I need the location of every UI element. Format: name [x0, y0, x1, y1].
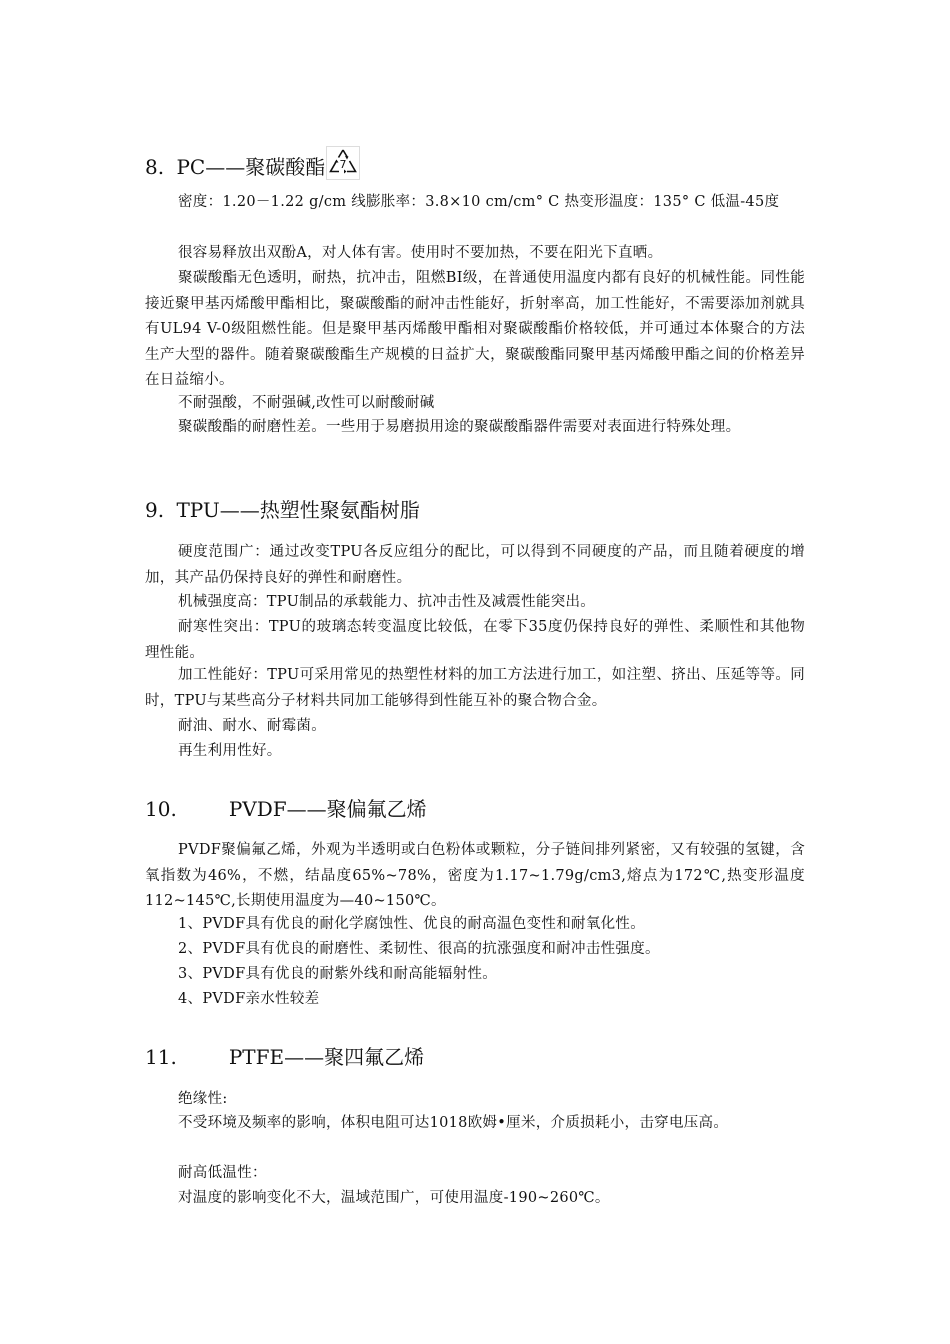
pvdf-list-item: 2、PVDF具有优良的耐磨性、柔韧性、很高的抗涨强度和耐冲击性强度。: [178, 941, 660, 957]
heading-title: PVDF——聚偏氟乙烯: [228, 797, 427, 821]
pvdf-paragraph-1: PVDF聚偏氟乙烯，外观为半透明或白色粉体或颗粒，分子链间排列紧密，又有较强的氢键，含氧指数为46%，不燃，结晶度65%~78%，密度为1.17~1.79g/cm3,熔点为172℃,热变形温度112~145℃,长期使用温度为—40~150℃。: [145, 842, 805, 909]
heading-number: 9.: [145, 498, 165, 522]
heading-title: PC——聚碳酸酯: [176, 155, 326, 179]
section-heading-pvdf: [145, 796, 427, 822]
pvdf-list-item: 3、PVDF具有优良的耐紫外线和耐高能辐射性。: [178, 966, 498, 982]
section-heading-tpu: [145, 497, 420, 523]
ptfe-paragraph-3: 耐高低温性：: [178, 1165, 267, 1181]
tpu-paragraph-6: 再生利用性好。: [178, 743, 282, 759]
tpu-paragraph-2: 机械强度高：TPU制品的承载能力、抗冲击性及减震性能突出。: [178, 594, 596, 610]
ptfe-paragraph-4: 对温度的影响变化不大，温域范围广，可使用温度-190~260℃。: [178, 1190, 610, 1206]
tpu-paragraph-5: 耐油、耐水、耐霉菌。: [178, 718, 326, 734]
heading-number: 10.: [145, 797, 177, 821]
recycle-code: 7: [339, 158, 347, 171]
pvdf-list-item: 4、PVDF亲水性较差: [178, 991, 320, 1007]
tpu-paragraph-3: 耐寒性突出：TPU的玻璃态转变温度比较低，在零下35度仍保持良好的弹性、柔顺性和其他物理性能。: [145, 619, 805, 661]
section-heading-ptfe: [145, 1044, 424, 1070]
recycle-triangle-icon: [326, 146, 360, 180]
pc-paragraph-5: 聚碳酸酯的耐磨性差。一些用于易磨损用途的聚碳酸酯器件需要对表面进行特殊处理。: [178, 419, 741, 435]
pc-paragraph-4: 不耐强酸，不耐强碱,改性可以耐酸耐碱: [178, 395, 435, 411]
heading-title: PTFE——聚四氟乙烯: [228, 1045, 425, 1069]
ptfe-paragraph-2: 不受环境及频率的影响，体积电阻可达1018欧姆•厘米，介质损耗小，击穿电压高。: [178, 1115, 729, 1131]
pvdf-list-item: 1、PVDF具有优良的耐化学腐蚀性、优良的耐高温色变性和耐氧化性。: [178, 916, 646, 932]
tpu-paragraph-1: 硬度范围广：通过改变TPU各反应组分的配比，可以得到不同硬度的产品，而且随着硬度的增加，其产品仍保持良好的弹性和耐磨性。: [145, 544, 805, 586]
heading-number: 11.: [145, 1045, 177, 1069]
heading-title: TPU——热塑性聚氨酯树脂: [176, 498, 420, 522]
pc-paragraph-1: 密度：1.20－1.22 g/cm 线膨胀率：3.8×10 cm/cm° C 热变形温度：135° C 低温-45度: [178, 194, 780, 210]
pc-paragraph-3: 聚碳酸酯无色透明，耐热，抗冲击，阻燃BI级，在普通使用温度内都有良好的机械性能。同性能接近聚甲基丙烯酸甲酯相比，聚碳酸酯的耐冲击性能好，折射率高，加工性能好，不需要添加剂就具有UL94 V-0级阻燃性能。但是聚甲基丙烯酸甲酯相对聚碳酸酯价格较低，并可通过本体聚合的方法生产大型的器件。随着聚碳酸酯生产规模的日益扩大，聚碳酸酯同聚甲基丙烯酸甲酯之间的价格差异在日益缩小。: [145, 270, 805, 388]
heading-number: 8.: [145, 155, 165, 179]
tpu-paragraph-4: 加工性能好：TPU可采用常见的热塑性材料的加工方法进行加工，如注塑、挤出、压延等等。同时，TPU与某些高分子材料共同加工能够得到性能互补的聚合物合金。: [145, 667, 805, 709]
ptfe-paragraph-1: 绝缘性:: [178, 1091, 228, 1107]
section-heading-pc: [145, 146, 360, 180]
pc-paragraph-2: 很容易释放出双酚A，对人体有害。使用时不要加热，不要在阳光下直晒。: [178, 245, 663, 261]
